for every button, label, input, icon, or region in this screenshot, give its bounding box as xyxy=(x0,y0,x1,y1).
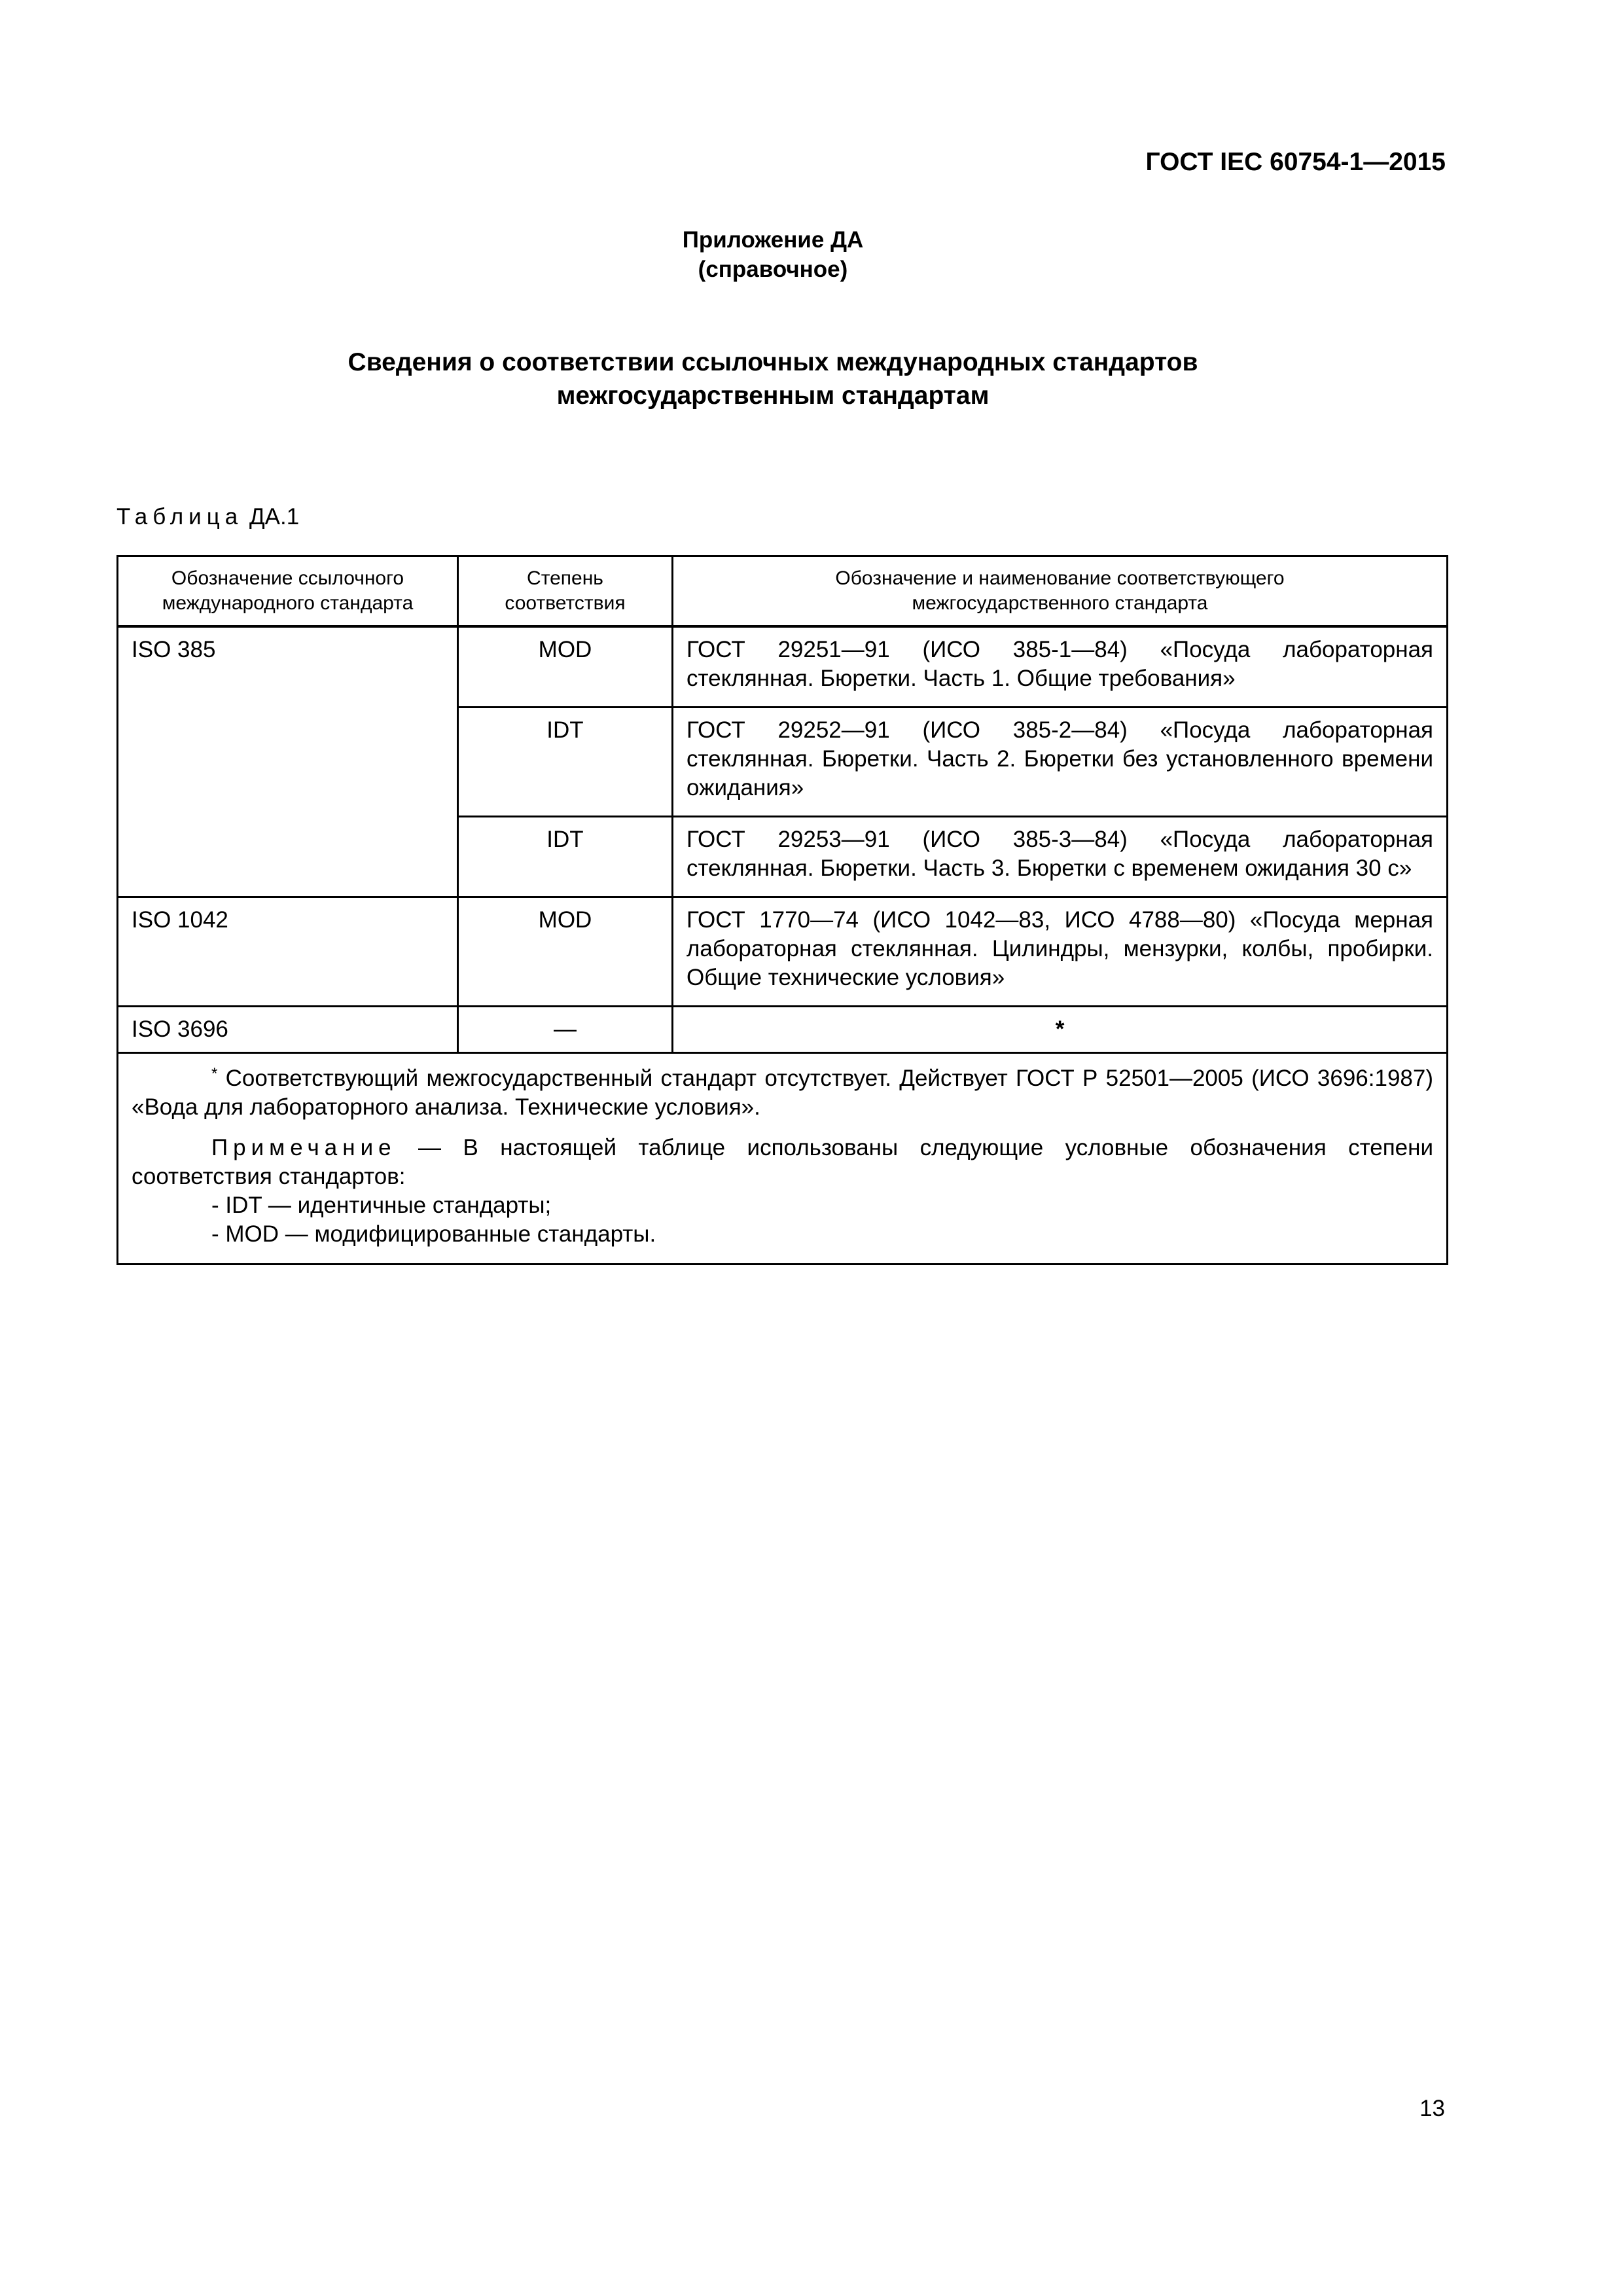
page-number: 13 xyxy=(1419,2096,1445,2121)
interstate-standard-cell: * xyxy=(673,1007,1448,1053)
table-header-row xyxy=(118,556,1448,627)
degree-cell: — xyxy=(458,1007,673,1053)
section-title xyxy=(0,346,1546,412)
table-label-number: ДА.1 xyxy=(249,504,300,529)
appendix-subtitle: (справочное) xyxy=(698,257,848,282)
interstate-standard-cell: ГОСТ 29253—91 (ИСО 385-3—84) «Посуда лабораторная стеклянная. Бюретки. Часть 3. Бюретки с временем ожидания 30 с» xyxy=(673,817,1448,897)
table-note xyxy=(132,1134,1433,1191)
reference-standard-cell: ISO 1042 xyxy=(118,897,458,1007)
appendix-title: Приложение ДА xyxy=(682,227,864,253)
table-notes-cell xyxy=(118,1053,1448,1265)
header-cell-degree: Степень соответствия xyxy=(458,556,673,627)
footnote-mark: * xyxy=(211,1065,218,1083)
footnote-text: Соответствующий межгосударственный стандарт отсутствует. Действует ГОСТ Р 52501—2005 (ИСО 3696:1987) «Вода для лабораторного анализа. Технические условия». xyxy=(132,1066,1433,1120)
degree-cell: MOD xyxy=(458,897,673,1007)
degree-cell: MOD xyxy=(458,626,673,708)
reference-standard-cell: ISO 385 xyxy=(118,626,458,897)
interstate-standard-cell: ГОСТ 29252—91 (ИСО 385-2—84) «Посуда лабораторная стеклянная. Бюретки. Часть 2. Бюретки без установленного времени ожидания» xyxy=(673,708,1448,817)
note-list-item: - IDT — идентичные стандарты; xyxy=(211,1193,552,1218)
note-text: — В настоящей таблице использованы следующие условные обозначения степени соответствия стандартов: xyxy=(132,1135,1433,1189)
table-row xyxy=(118,1007,1448,1053)
note-label: Примечание xyxy=(211,1135,397,1160)
table-row xyxy=(118,626,1448,708)
interstate-standard-cell: ГОСТ 29251—91 (ИСО 385-1—84) «Посуда лабораторная стеклянная. Бюретки. Часть 1. Общие требования» xyxy=(673,626,1448,708)
degree-cell: IDT xyxy=(458,817,673,897)
note-list-item: - MOD — модифицированные стандарты. xyxy=(211,1221,656,1247)
table-row xyxy=(118,897,1448,1007)
degree-cell: IDT xyxy=(458,708,673,817)
standards-table xyxy=(116,555,1448,1265)
table-label-word: Таблица xyxy=(116,504,243,529)
section-title-line1: Сведения о соответствии ссылочных международных стандартов xyxy=(348,348,1198,376)
document-code: ГОСТ IEC 60754-1—2015 xyxy=(1145,148,1446,176)
table-notes-row xyxy=(118,1053,1448,1265)
header-cell-interstate-standard: Обозначение и наименование соответствующего межгосударственного стандарта xyxy=(673,556,1448,627)
header-cell-reference-standard: Обозначение ссылочного международного стандарта xyxy=(118,556,458,627)
table-label xyxy=(116,504,299,530)
reference-standard-cell: ISO 3696 xyxy=(118,1007,458,1053)
interstate-standard-cell: ГОСТ 1770—74 (ИСО 1042—83, ИСО 4788—80) «Посуда мерная лабораторная стеклянная. Цилиндры, мензурки, колбы, пробирки. Общие технические условия» xyxy=(673,897,1448,1007)
footnote xyxy=(132,1064,1433,1122)
section-title-line2: межгосударственным стандартам xyxy=(556,382,990,410)
appendix-heading xyxy=(0,225,1546,284)
